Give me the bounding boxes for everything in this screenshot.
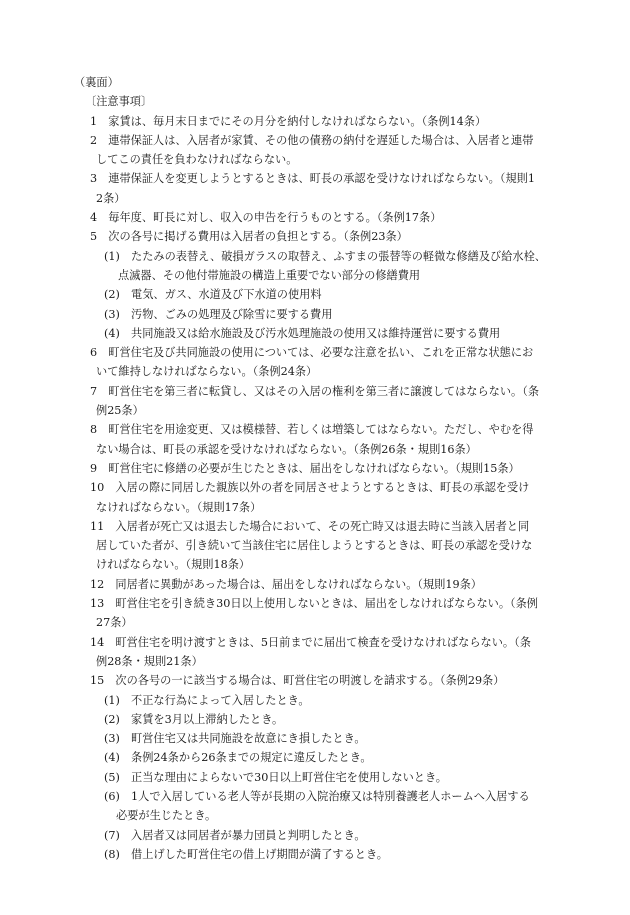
note-line: ない場合は、町長の承認を受けなければならない。（条例26条・規則16条） [96, 442, 477, 456]
note-line: 3 連帯保証人を変更しようとするときは、町長の承認を受けなければならない。（規則1 [90, 172, 535, 186]
note-line: (4) 共同施設又は給水施設及び汚水処理施設の使用又は維持運営に要する費用 [104, 326, 501, 340]
note-line: (7) 入居者又は同居者が暴力団員と判明したとき。 [104, 828, 366, 842]
back-side-label: （裏面） [74, 76, 119, 89]
note-line: してこの責任を負わなければならない。 [96, 153, 298, 167]
note-line: (5) 正当な理由によらないで30日以上町営住宅を使用しないとき。 [104, 770, 447, 784]
note-line: 4 毎年度、町長に対し、収入の申告を行うものとする。（条例17条） [90, 211, 442, 225]
note-line: 14 町営住宅を明け渡すときは、5日前までに届出て検査を受けなければならない。（条 [90, 635, 531, 649]
note-line: (4) 条例24条から26条までの規定に違反したとき。 [104, 751, 372, 765]
note-line: 10 入居の際に同居した親族以外の者を同居させようとするときは、町長の承認を受け [90, 481, 530, 495]
note-line: いて維持しなければならない。（条例24条） [96, 365, 318, 379]
note-line: (8) 借上げした町営住宅の借上げ期間が満了するとき。 [104, 847, 388, 861]
note-line: (3) 町営住宅又は共同施設を故意にき損したとき。 [104, 732, 366, 746]
notes-heading: 〔注意事項〕 [85, 95, 153, 109]
note-line: 例25条） [96, 404, 144, 418]
note-line: 13 町営住宅を引き続き30日以上使用しないときは、届出をしなければならない。（条例 [90, 597, 538, 611]
note-line: 11 入居者が死亡又は退去した場合において、その死亡時又は退去時に当該入居者と同 [90, 519, 530, 533]
note-line: 15 次の各号の一に該当する場合は、町営住宅の明渡しを請求する。（条例29条） [90, 674, 505, 688]
note-line: 2 連帯保証人は、入居者が家賃、その他の債務の納付を遅延した場合は、入居者と連帯 [90, 133, 534, 147]
note-line: 5 次の各号に掲げる費用は入居者の負担とする。（条例23条） [90, 230, 408, 244]
note-line: 1 家賃は、毎月末日までにその月分を納付しなければならない。（条例14条） [90, 114, 487, 128]
note-line: 必要が生じたとき。 [116, 809, 217, 823]
note-line: 7 町営住宅を第三者に転貸し、又はその入居の権利を第三者に譲渡してはならない。（条 [90, 384, 540, 398]
note-line: なければならない。（規則17条） [96, 500, 262, 514]
note-line: (2) 家賃を3月以上滞納したとき。 [104, 712, 284, 726]
document-page [0, 73, 630, 864]
note-line: 居していた者が、引き続いて当該住宅に居住しようとするときは、町長の承認を受けな [96, 539, 533, 553]
note-line: ければならない。（規則18条） [96, 558, 251, 572]
note-line: (3) 汚物、ごみの処理及び除雪に要する費用 [104, 307, 333, 321]
note-line: 6 町営住宅及び共同施設の使用については、必要な注意を払い、これを正常な状態にお [90, 346, 534, 360]
note-line: 8 町営住宅を用途変更、又は模様替、若しくは増築してはならない。ただし、やむを得 [90, 423, 534, 437]
note-line: 12 同居者に異動があった場合は、届出をしなければならない。（規則19条） [90, 577, 482, 591]
note-line: (2) 電気、ガス、水道及び下水道の使用料 [104, 288, 322, 302]
note-line: (6) 1人で入居している老人等が長期の入院治療又は特別養護老人ホームへ入居する [104, 789, 530, 803]
note-line: 2条） [96, 191, 126, 205]
note-line: 例28条・規則21条） [96, 654, 203, 668]
note-line: (1) たたみの表替え、破損ガラスの取替え、ふすまの張替等の軽微な修繕及び給水栓、 [104, 249, 546, 263]
note-line: 点滅器、その他付帯施設の構造上重要でない部分の修繕費用 [118, 268, 421, 282]
note-line: 9 町営住宅に修繕の必要が生じたときは、届出をしなければならない。（規則15条） [90, 461, 520, 475]
note-line: 27条） [96, 616, 133, 630]
note-line: (1) 不正な行為によって入居したとき。 [104, 693, 310, 707]
notes-list [0, 112, 630, 865]
